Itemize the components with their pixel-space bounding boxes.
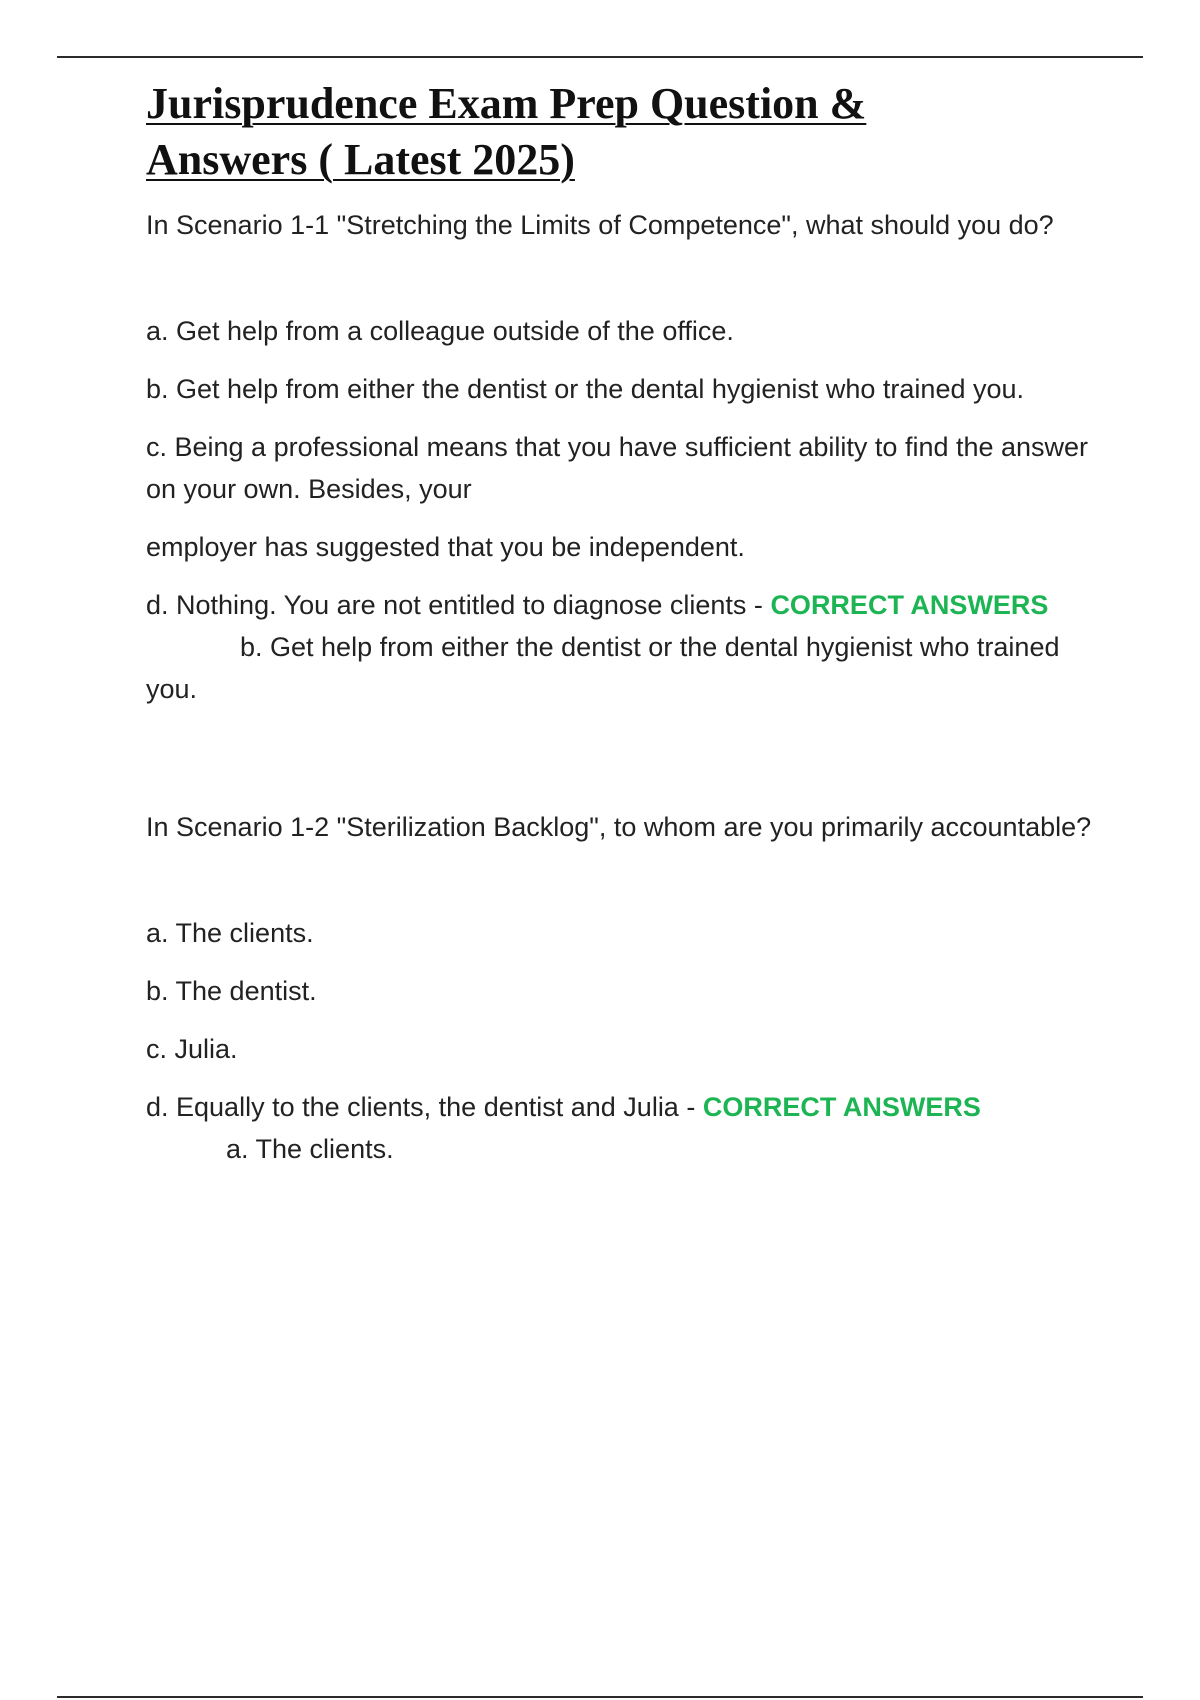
question-2-option-d-text: d. Equally to the clients, the dentist and Julia - <box>146 1092 703 1122</box>
question-2-correct-label: CORRECT ANSWERS <box>702 1092 981 1122</box>
question-2-option-a: a. The clients. <box>146 918 314 948</box>
question-1-correct-answer: b. Get help from either the dentist or the dental hygienist who trained you. <box>146 632 1060 704</box>
question-1-option-c-continued: employer has suggested that you be independent. <box>146 532 745 562</box>
question-2-text: In Scenario 1-2 "Sterilization Backlog", to whom are you primarily accountable? <box>146 812 1092 842</box>
question-2-option-d <box>146 1086 1096 1128</box>
question-2-option-c: c. Julia. <box>146 1034 238 1064</box>
top-rule <box>57 56 1143 58</box>
question-2-correct-answer: a. The clients. <box>226 1134 394 1164</box>
question-1-correct-label: CORRECT ANSWERS <box>770 590 1049 620</box>
bottom-rule <box>57 1696 1143 1698</box>
question-1-option-a: a. Get help from a colleague outside of the office. <box>146 316 734 346</box>
question-1-option-b: b. Get help from either the dentist or the dental hygienist who trained you. <box>146 374 1025 404</box>
document-page <box>146 76 1096 1170</box>
title-line-2: Answers ( Latest 2025) <box>146 135 575 184</box>
question-1-text: In Scenario 1-1 "Stretching the Limits of Competence", what should you do? <box>146 210 1054 240</box>
question-1-option-d <box>146 584 1096 710</box>
question-1-option-d-text: d. Nothing. You are not entitled to diagnose clients - <box>146 590 771 620</box>
question-2-option-b: b. The dentist. <box>146 976 317 1006</box>
title-line-1: Jurisprudence Exam Prep Question & <box>146 79 867 128</box>
document-title <box>146 76 1096 188</box>
question-1-option-c: c. Being a professional means that you have sufficient ability to find the answer on your own. Besides, your <box>146 432 1089 504</box>
